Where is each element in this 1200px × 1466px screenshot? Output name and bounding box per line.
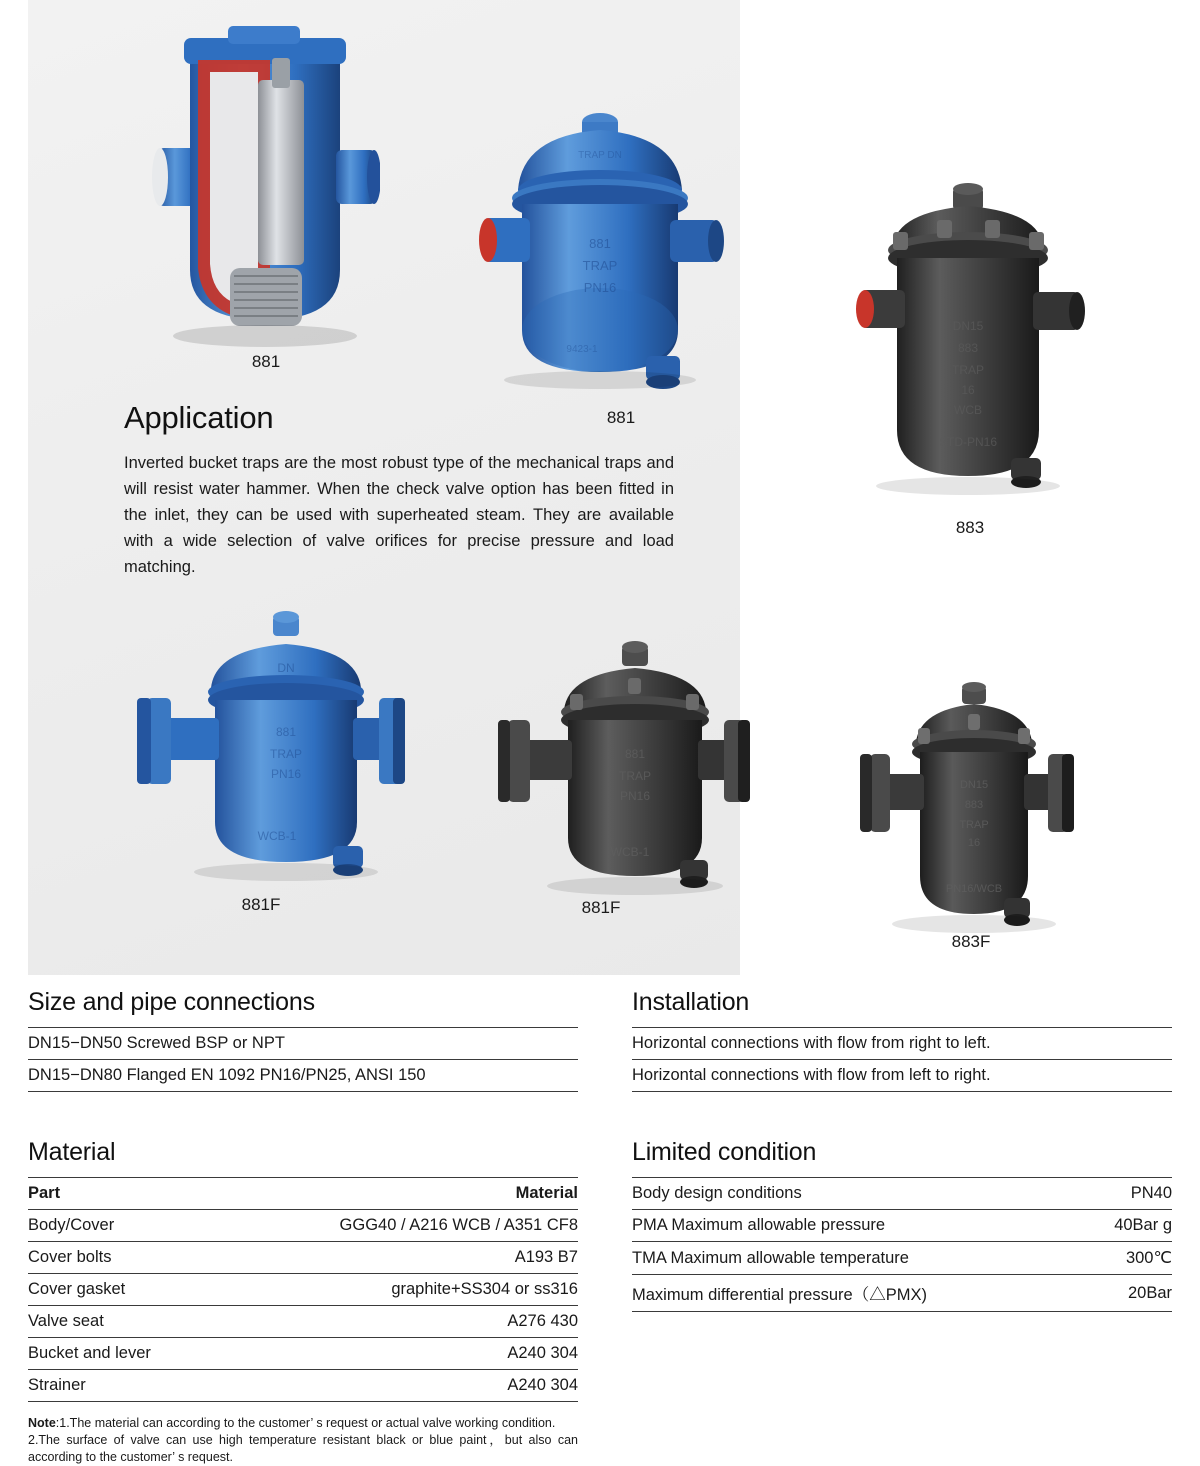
- material-value: A276 430: [215, 1306, 578, 1338]
- material-value: GGG40 / A216 WCB / A351 CF8: [215, 1210, 578, 1242]
- svg-text:TRAP: TRAP: [959, 819, 989, 831]
- svg-text:DN: DN: [277, 661, 295, 675]
- material-part: Body/Cover: [28, 1210, 215, 1242]
- note-label: Note: [28, 1416, 56, 1430]
- material-part: Cover gasket: [28, 1274, 215, 1306]
- size-connection-row-2: DN15−DN80 Flanged EN 1092 PN16/PN25, ANSI 150: [28, 1060, 578, 1092]
- svg-text:881: 881: [589, 236, 611, 251]
- limited-condition-value: 300℃: [1084, 1242, 1172, 1275]
- application-section: [124, 400, 674, 580]
- size-connection-row-1: DN15−DN50 Screwed BSP or NPT: [28, 1028, 578, 1060]
- material-note: [28, 1415, 578, 1466]
- table-row: [632, 1060, 1172, 1092]
- svg-text:STD-PN16: STD-PN16: [938, 435, 998, 449]
- limited-condition-value: PN40: [1084, 1178, 1172, 1210]
- svg-text:WCB-1: WCB-1: [610, 845, 650, 859]
- table-row: [632, 1242, 1172, 1275]
- material-header-part: Part: [28, 1178, 215, 1210]
- size-connections-table: [28, 1027, 578, 1092]
- svg-text:PN16/WCB: PN16/WCB: [945, 883, 1003, 895]
- svg-text:9423-1: 9423-1: [566, 344, 598, 355]
- svg-text:WCB: WCB: [954, 403, 982, 417]
- material-value: A193 B7: [215, 1242, 578, 1274]
- material-table: [28, 1177, 578, 1402]
- product-image-883: [845, 180, 1095, 500]
- product-image-881-screwed: [470, 80, 730, 390]
- size-connections-title: Size and pipe connections: [28, 988, 315, 1016]
- material-title: Material: [28, 1138, 116, 1166]
- table-row: [632, 1210, 1172, 1242]
- table-row: [28, 1242, 578, 1274]
- application-title: Application: [124, 400, 274, 435]
- table-row: [28, 1274, 578, 1306]
- caption-881f-blue: 881F: [241, 895, 281, 914]
- left-column: [28, 988, 578, 1466]
- application-body: Inverted bucket traps are the most robust type of the mechanical traps and will resist water hammer. When the check valve option has been fitted in the inlet, they can be used with superheated steam. They are available with a wide selection of valve orifices for precise pressure and load matching.: [124, 454, 674, 576]
- limited-condition-title: Limited condition: [632, 1138, 817, 1166]
- table-row: [28, 1338, 578, 1370]
- limited-condition-value: 40Bar g: [1084, 1210, 1172, 1242]
- material-part: Strainer: [28, 1370, 215, 1402]
- installation-table: [632, 1027, 1172, 1092]
- caption-883f: 883F: [951, 932, 991, 951]
- material-part: Bucket and lever: [28, 1338, 215, 1370]
- svg-text:PN16: PN16: [619, 789, 651, 803]
- caption-883: 883: [955, 518, 985, 537]
- limited-condition-value: 20Bar: [1084, 1275, 1172, 1312]
- svg-text:16: 16: [961, 383, 975, 397]
- material-part: Cover bolts: [28, 1242, 215, 1274]
- caption-881f-black: 881F: [581, 898, 621, 917]
- table-header-row: [28, 1178, 578, 1210]
- svg-text:TRAP DN: TRAP DN: [578, 150, 622, 161]
- svg-text:TRAP: TRAP: [951, 363, 985, 377]
- note-line-2: 2.The surface of valve can use high temperature resistant black or blue paint，but also can according to the customer’ s request.: [28, 1433, 578, 1464]
- material-part: Valve seat: [28, 1306, 215, 1338]
- svg-text:PN16: PN16: [270, 767, 302, 781]
- table-row: [28, 1370, 578, 1402]
- svg-text:DN15: DN15: [959, 779, 989, 791]
- material-value: graphite+SS304 or ss316: [215, 1274, 578, 1306]
- svg-text:TRAP: TRAP: [269, 747, 303, 761]
- limited-condition-label: PMA Maximum allowable pressure: [632, 1210, 1084, 1242]
- svg-text:PN16: PN16: [583, 280, 617, 295]
- limited-condition-label: Body design conditions: [632, 1178, 1084, 1210]
- svg-text:WCB-1: WCB-1: [257, 829, 297, 843]
- svg-text:TRAP: TRAP: [582, 258, 618, 273]
- caption-881-cutaway: 881: [251, 352, 281, 371]
- svg-text:883: 883: [964, 799, 984, 811]
- svg-text:881: 881: [275, 725, 297, 739]
- material-header-material: Material: [215, 1178, 578, 1210]
- note-line-1: :1.The material can according to the customer’ s request or actual valve working condition.: [55, 1416, 556, 1430]
- svg-text:883: 883: [957, 341, 979, 355]
- table-row: [28, 1210, 578, 1242]
- product-image-881-cutaway: [150, 20, 380, 350]
- table-row: [632, 1028, 1172, 1060]
- limited-condition-table: [632, 1177, 1172, 1312]
- product-image-881f-black: [490, 640, 760, 920]
- table-row: [632, 1178, 1172, 1210]
- installation-row-2: Horizontal connections with flow from left to right.: [632, 1060, 1172, 1092]
- installation-row-1: Horizontal connections with flow from right to left.: [632, 1028, 1172, 1060]
- right-column: [632, 988, 1172, 1312]
- table-row: [632, 1275, 1172, 1312]
- svg-text:16: 16: [967, 837, 981, 849]
- svg-text:881: 881: [624, 747, 646, 761]
- material-value: A240 304: [215, 1370, 578, 1402]
- table-row: [28, 1028, 578, 1060]
- svg-text:DN15: DN15: [952, 319, 984, 333]
- limited-condition-label: Maximum differential pressure（△PMX): [632, 1275, 1084, 1312]
- table-row: [28, 1306, 578, 1338]
- product-image-881f-blue: [125, 610, 405, 900]
- table-row: [28, 1060, 578, 1092]
- caption-881-screwed: 881: [606, 408, 636, 427]
- product-image-883f: [840, 680, 1100, 950]
- installation-title: Installation: [632, 988, 750, 1016]
- svg-text:TRAP: TRAP: [618, 769, 652, 783]
- material-value: A240 304: [215, 1338, 578, 1370]
- limited-condition-label: TMA Maximum allowable temperature: [632, 1242, 1084, 1275]
